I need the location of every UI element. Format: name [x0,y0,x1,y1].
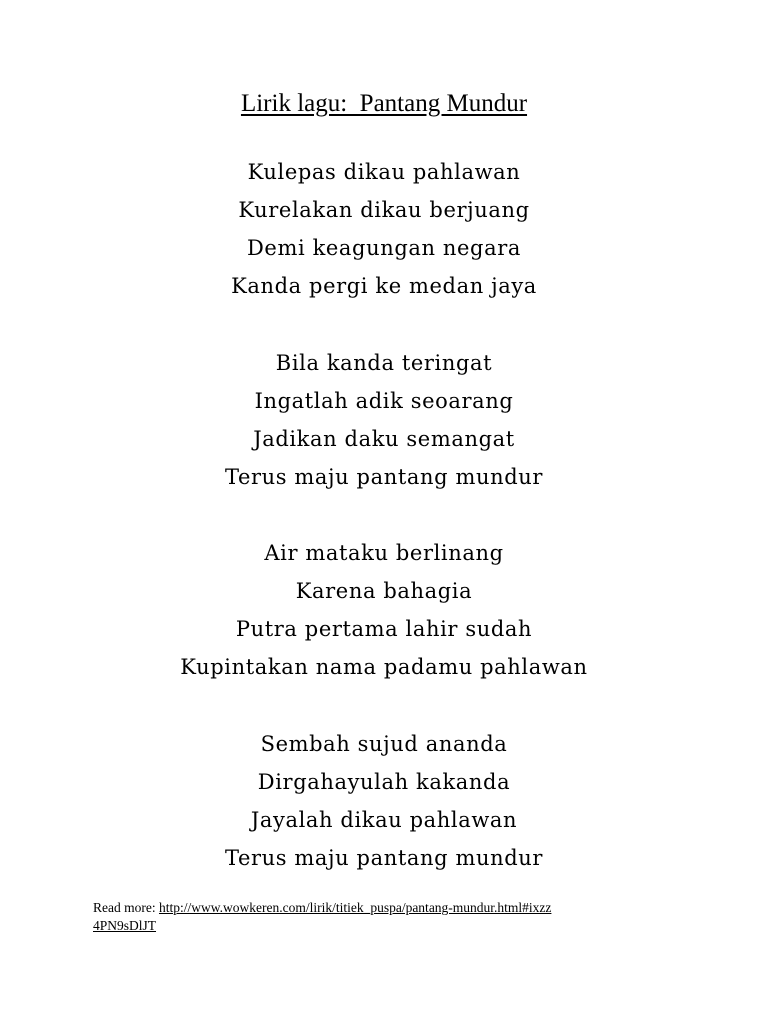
source-link[interactable]: http://www.wowkeren.com/lirik/titiek_puspa/pantang-mundur.html#ixzz4PN9sDlJT [93,900,552,933]
lyric-line: Terus maju pantang mundur [224,846,544,870]
lyric-line: Terus maju pantang mundur [224,465,544,489]
lyric-line: Bila kanda teringat [275,351,493,375]
lyric-line: Karena bahagia [295,579,473,603]
lyric-line: Kupintakan nama padamu pahlawan [180,655,588,679]
page-title: Lirik lagu: Pantang Mundur [240,90,528,117]
lyric-line: Kurelakan dikau berjuang [238,198,530,222]
lyric-line: Sembah sujud ananda [260,732,508,756]
lyric-line: Putra pertama lahir sudah [235,617,533,641]
lyric-line: Kanda pergi ke medan jaya [231,274,537,298]
lyric-line: Dirgahayulah kakanda [257,770,511,794]
lyric-line: Demi keagungan negara [247,236,521,260]
stanza-2 [0,344,768,496]
lyric-line: Air mataku berlinang [264,541,504,565]
read-more-footer [93,899,553,935]
read-more-label: Read more: [93,900,159,915]
stanza-3 [0,534,768,686]
lyric-line: Jayalah dikau pahlawan [250,808,518,832]
lyric-line: Kulepas dikau pahlawan [247,160,521,184]
lyric-line: Jadikan daku semangat [253,427,515,451]
stanza-4 [0,725,768,877]
lyric-line: Ingatlah adik seoarang [254,389,514,413]
stanza-1 [0,153,768,305]
